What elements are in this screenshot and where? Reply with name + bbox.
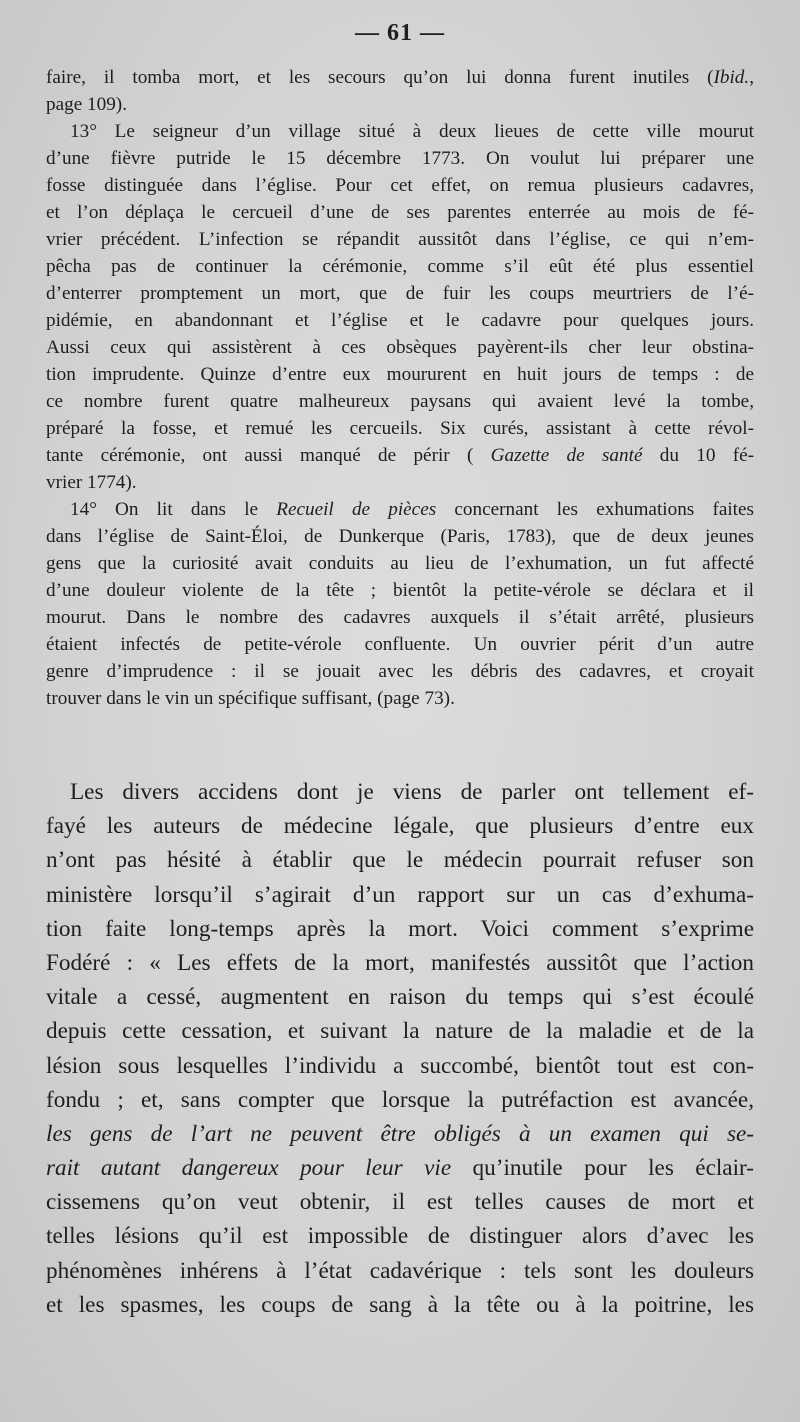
text-line: les gens de l’art ne peuvent être obligés à un examen qui se- bbox=[46, 1120, 754, 1147]
text-line: tante cérémonie, ont aussi manqué de périr ( Gazette de santé du 10 fé- bbox=[46, 445, 755, 466]
text-line: Aussi ceux qui assistèrent à ces obsèques payèrent-ils cher leur obstina- bbox=[46, 337, 754, 358]
text-line: fondu ; et, sans compter que lorsque la putréfaction est avancée, bbox=[46, 1086, 754, 1113]
text-line: page 109). bbox=[46, 94, 127, 115]
text-line: Fodéré : « Les effets de la mort, manifestés aussitôt que l’action bbox=[46, 949, 754, 976]
text-line: n’ont pas hésité à établir que le médecin pourrait refuser son bbox=[46, 847, 754, 874]
text-line: 13° Le seigneur d’un village situé à deux lieues de cette ville mourut bbox=[70, 121, 754, 142]
text-line: ministère lorsqu’il s’agirait d’un rapport sur un cas d’exhuma- bbox=[46, 881, 754, 908]
text-line: et les spasmes, les coups de sang à la tête ou à la poitrine, les bbox=[46, 1291, 754, 1318]
text-line: pêcha pas de continuer la cérémonie, comme s’il eût été plus essentiel bbox=[46, 256, 754, 277]
text-line: fosse distinguée dans l’église. Pour cet effet, on remua plusieurs cadavres, bbox=[46, 175, 754, 196]
text-line: d’enterrer promptement un mort, que de fuir les coups meurtriers de l’é- bbox=[46, 283, 754, 304]
text-line: d’une fièvre putride le 15 décembre 1773. On voulut lui préparer une bbox=[46, 148, 754, 169]
italic-title: Ibid. bbox=[713, 67, 750, 88]
text-line: dans l’église de Saint-Éloi, de Dunkerque (Paris, 1783), que de deux jeunes bbox=[46, 526, 754, 547]
text-line: préparé la fosse, et remué les cercueils. Six curés, assistant à cette révol- bbox=[46, 418, 754, 439]
text-line: et l’on déplaça le cercueil d’une de ses parentes enterrée au mois de fé- bbox=[46, 202, 754, 223]
text-line: étaient infectés de petite-vérole confluente. Un ouvrier périt d’un autre bbox=[46, 634, 754, 655]
text-line: cissemens qu’on veut obtenir, il est telles causes de mort et bbox=[46, 1189, 754, 1216]
text-line: pidémie, en abandonnant et l’église et le cadavre pour quelques jours. bbox=[46, 310, 754, 331]
italic-quote: rait autant dangereux pour leur vie bbox=[46, 1155, 452, 1182]
text-line: tion imprudente. Quinze d’entre eux moururent en huit jours de temps : de bbox=[46, 364, 754, 385]
text-line: vrier précédent. L’infection se répandit aussitôt dans l’église, ce qui n’em- bbox=[46, 229, 754, 250]
text-line: vrier 1774). bbox=[46, 472, 137, 493]
text-line: 14° On lit dans le Recueil de pièces concernant les exhumations faites bbox=[70, 499, 754, 520]
text-line: telles lésions qu’il est impossible de distinguer alors d’avec les bbox=[46, 1223, 754, 1250]
text-line: ce nombre furent quatre malheureux paysans qui avaient levé la tombe, bbox=[46, 391, 754, 412]
italic-title: Gazette de santé bbox=[490, 445, 643, 466]
text-line: tion faite long-temps après la mort. Voici comment s’exprime bbox=[46, 915, 754, 942]
text-line: genre d’imprudence : il se jouait avec les débris des cadavres, et croyait bbox=[46, 661, 754, 682]
text-line: lésion sous lesquelles l’individu a succombé, bientôt tout est con- bbox=[46, 1052, 754, 1079]
text-line: d’une douleur violente de la tête ; bientôt la petite-vérole se déclara et il bbox=[46, 580, 754, 601]
text-line: phénomènes inhérens à l’état cadavérique : tels sont les douleurs bbox=[46, 1257, 754, 1284]
text-run: qu’inutile pour les éclair- bbox=[451, 1155, 755, 1182]
text-line: faire, il tomba mort, et les secours qu’on lui donna furent inutiles (Ibid., bbox=[46, 67, 754, 88]
text-line-mixed bbox=[46, 1151, 754, 1185]
italic-title: Recueil de pièces bbox=[276, 499, 437, 520]
page-number: — 61 — bbox=[355, 20, 445, 46]
text-line: fayé les auteurs de médecine légale, que plusieurs d’entre eux bbox=[46, 813, 754, 840]
text-line: trouver dans le vin un spécifique suffisant, (page 73). bbox=[46, 688, 455, 709]
text-line: Les divers accidens dont je viens de parler ont tellement ef- bbox=[70, 779, 754, 805]
text-line: vitale a cessé, augmentent en raison du temps qui s’est écoulé bbox=[46, 984, 754, 1011]
text-line: gens que la curiosité avait conduits au lieu de l’exhumation, un fut affecté bbox=[46, 553, 754, 574]
text-line: depuis cette cessation, et suivant la nature de la maladie et de la bbox=[46, 1018, 754, 1045]
footnote-block bbox=[46, 64, 754, 712]
text-line: mourut. Dans le nombre des cadavres auxquels il s’était arrêté, plusieurs bbox=[46, 607, 754, 628]
body-paragraph bbox=[46, 775, 754, 1322]
